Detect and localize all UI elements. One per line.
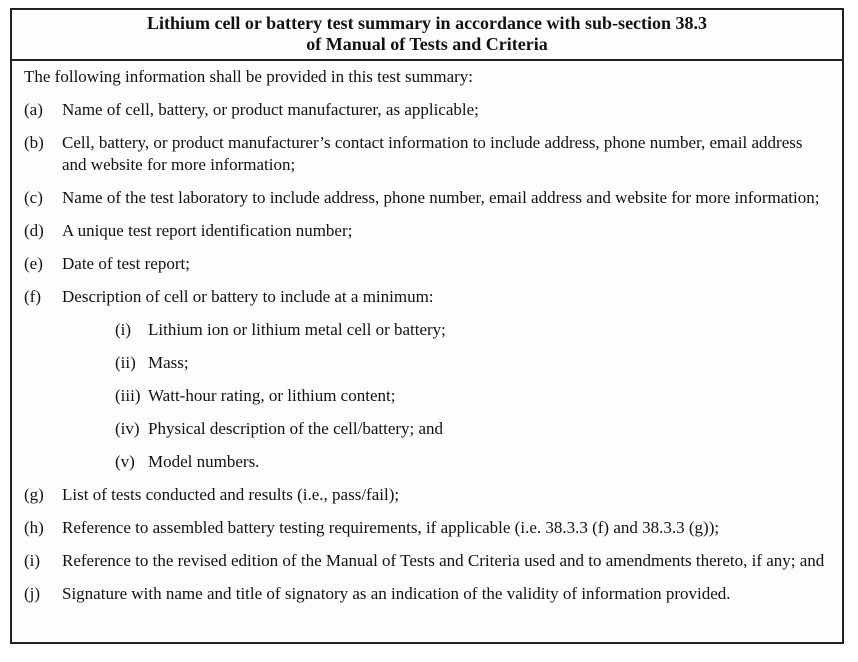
sub-item-text: Physical description of the cell/battery; and	[148, 419, 444, 438]
item-text: Date of test report;	[62, 254, 190, 273]
item-label: (d)	[24, 221, 44, 240]
sub-item-label: (ii)	[115, 353, 136, 372]
list-item	[24, 484, 828, 506]
item-list	[24, 99, 828, 605]
sub-item-text: Watt-hour rating, or lithium content;	[148, 386, 396, 405]
title-line-2: of Manual of Tests and Criteria	[306, 34, 548, 54]
item-label: (c)	[24, 188, 43, 207]
item-label: (e)	[24, 254, 43, 273]
item-text: Reference to the revised edition of the Manual of Tests and Criteria used and to amendments thereto, if any; and	[62, 551, 825, 570]
sub-list-item	[115, 451, 828, 473]
item-text: A unique test report identification number;	[62, 221, 353, 240]
sub-item-text: Model numbers.	[148, 452, 260, 471]
list-item	[24, 187, 828, 209]
item-text: Signature with name and title of signatory as an indication of the validity of information provided.	[62, 584, 731, 603]
intro-text: The following information shall be provided in this test summary:	[24, 67, 474, 86]
item-label: (f)	[24, 287, 41, 306]
sub-list-item	[115, 352, 828, 374]
sub-item-label: (iv)	[115, 419, 140, 438]
list-item	[24, 132, 828, 176]
item-text: Description of cell or battery to include at a minimum: (i) Lithium ion or lithium metal cell or battery; (ii) Mass; (iii) Watt-hour rating, or lithium content; (iv) Physical description of the cell/battery; and (v) Model numbers.	[62, 286, 828, 473]
sub-item-text: Mass;	[148, 353, 189, 372]
sub-item-label: (iii)	[115, 386, 141, 405]
item-label: (j)	[24, 584, 41, 603]
item-label: (g)	[24, 485, 44, 504]
test-summary-box	[10, 8, 844, 644]
item-text: Cell, battery, or product manufacturer’s contact information to include address, phone number, email address and website for more information;	[62, 133, 803, 174]
list-item	[24, 99, 828, 121]
item-text: Name of the test laboratory to include address, phone number, email address and website for more information;	[62, 188, 820, 207]
list-item	[24, 220, 828, 242]
item-text: Name of cell, battery, or product manufacturer, as applicable;	[62, 100, 479, 119]
sub-item-text: Lithium ion or lithium metal cell or battery;	[148, 320, 446, 339]
item-label: (i)	[24, 551, 41, 570]
sub-list-item	[115, 385, 828, 407]
item-label: (b)	[24, 133, 44, 152]
list-item	[24, 253, 828, 275]
list-item	[24, 286, 828, 473]
document-body	[12, 61, 842, 613]
item-label: (a)	[24, 100, 43, 119]
item-text: Reference to assembled battery testing requirements, if applicable (i.e. 38.3.3 (f) and 38.3.3 (g));	[62, 518, 720, 537]
sub-item-list	[115, 319, 828, 473]
sub-item-label: (v)	[115, 452, 135, 471]
list-item	[24, 583, 828, 605]
sub-list-item	[115, 319, 828, 341]
sub-list-item	[115, 418, 828, 440]
item-label: (h)	[24, 518, 44, 537]
item-text: List of tests conducted and results (i.e., pass/fail);	[62, 485, 400, 504]
list-item	[24, 517, 828, 539]
sub-item-label: (i)	[115, 320, 132, 339]
list-item	[24, 550, 828, 572]
document-title	[12, 10, 842, 61]
title-line-1: Lithium cell or battery test summary in accordance with sub-section 38.3	[146, 13, 708, 33]
